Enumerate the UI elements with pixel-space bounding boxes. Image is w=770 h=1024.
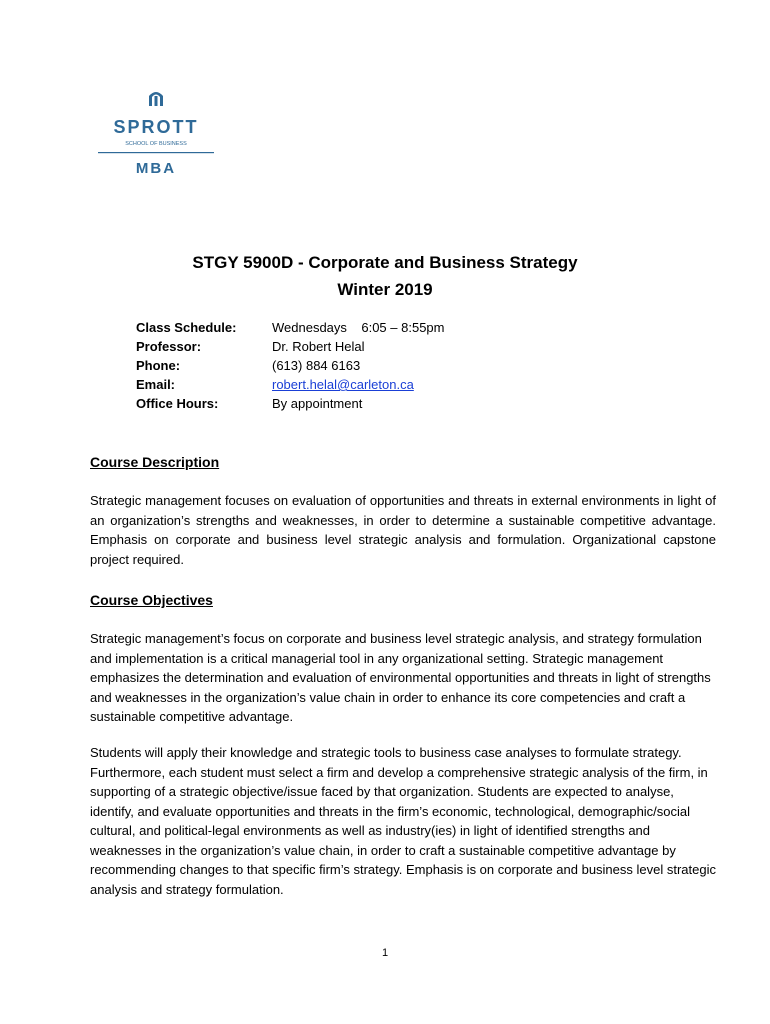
info-row-phone — [136, 356, 444, 375]
info-label: Class Schedule: — [136, 320, 237, 335]
logo-brand: SPROTT — [113, 117, 199, 137]
course-term: Winter 2019 — [337, 280, 433, 299]
info-row-professor — [136, 337, 444, 356]
info-value: (613) 884 6163 — [272, 358, 361, 373]
course-objectives-paragraph-1: Strategic management’s focus on corporate and business level strategic analysis, and strategy formulation and implementation is a critical managerial tool in any organizational setting. Strategic management emphasizes the determination and evaluation of environmental opportunities and threats in light of strengths and weaknesses in the organization’s value chain in order to enhance its core competencies and craft a sustainable competitive advantage. — [90, 631, 711, 724]
info-label: Professor: — [136, 339, 202, 354]
course-description-text: Strategic management focuses on evaluation of opportunities and threats in external environments in light of an organization’s strengths and weaknesses, in order to determine a sustainable competitive advantage. Emphasis on corporate and business level strategic analysis and formulation. Organizational capstone project required. — [90, 493, 716, 567]
page-number: 1 — [381, 947, 389, 959]
info-row-schedule — [136, 318, 444, 337]
course-info — [136, 318, 444, 413]
course-title: STGY 5900D - Corporate and Business Strategy — [192, 253, 578, 272]
info-row-email — [136, 375, 444, 394]
info-label: Email: — [136, 377, 176, 392]
info-value: Dr. Robert Helal — [272, 339, 365, 354]
sprott-logo-mark — [96, 88, 216, 178]
logo-program: MBA — [135, 160, 177, 177]
info-label: Phone: — [136, 358, 181, 373]
info-value: Wednesdays 6:05 – 8:55pm — [272, 320, 445, 335]
email-link[interactable]: robert.helal@carleton.ca — [272, 377, 414, 392]
info-row-office-hours — [136, 394, 444, 413]
course-objectives-paragraph-2: Students will apply their knowledge and strategic tools to business case analyses to formulate strategy. Furthermore, each student must select a firm and develop a comprehensive strategic analysis of the firm, in supporting of a strategic objective/issue faced by that organization. Students are expected to analyse, identify, and evaluate opportunities and threats in the firm’s economic, technological, demographic/social cultural, and political-legal environments as well as industry(ies) in light of identified strengths and weaknesses in the organization’s value chain, in order to craft a sustainable competitive advantage by recommending changes to that specific firm’s strategy. Emphasis is on corporate and business level strategic analysis and strategy formulation. — [90, 745, 716, 897]
course-objectives-heading: Course Objectives — [90, 592, 213, 608]
sprott-mba-logo — [96, 88, 216, 178]
info-value: By appointment — [272, 396, 363, 411]
course-description-heading: Course Description — [90, 454, 220, 470]
logo-school: SCHOOL OF BUSINESS — [125, 141, 187, 147]
info-label: Office Hours: — [136, 396, 219, 411]
